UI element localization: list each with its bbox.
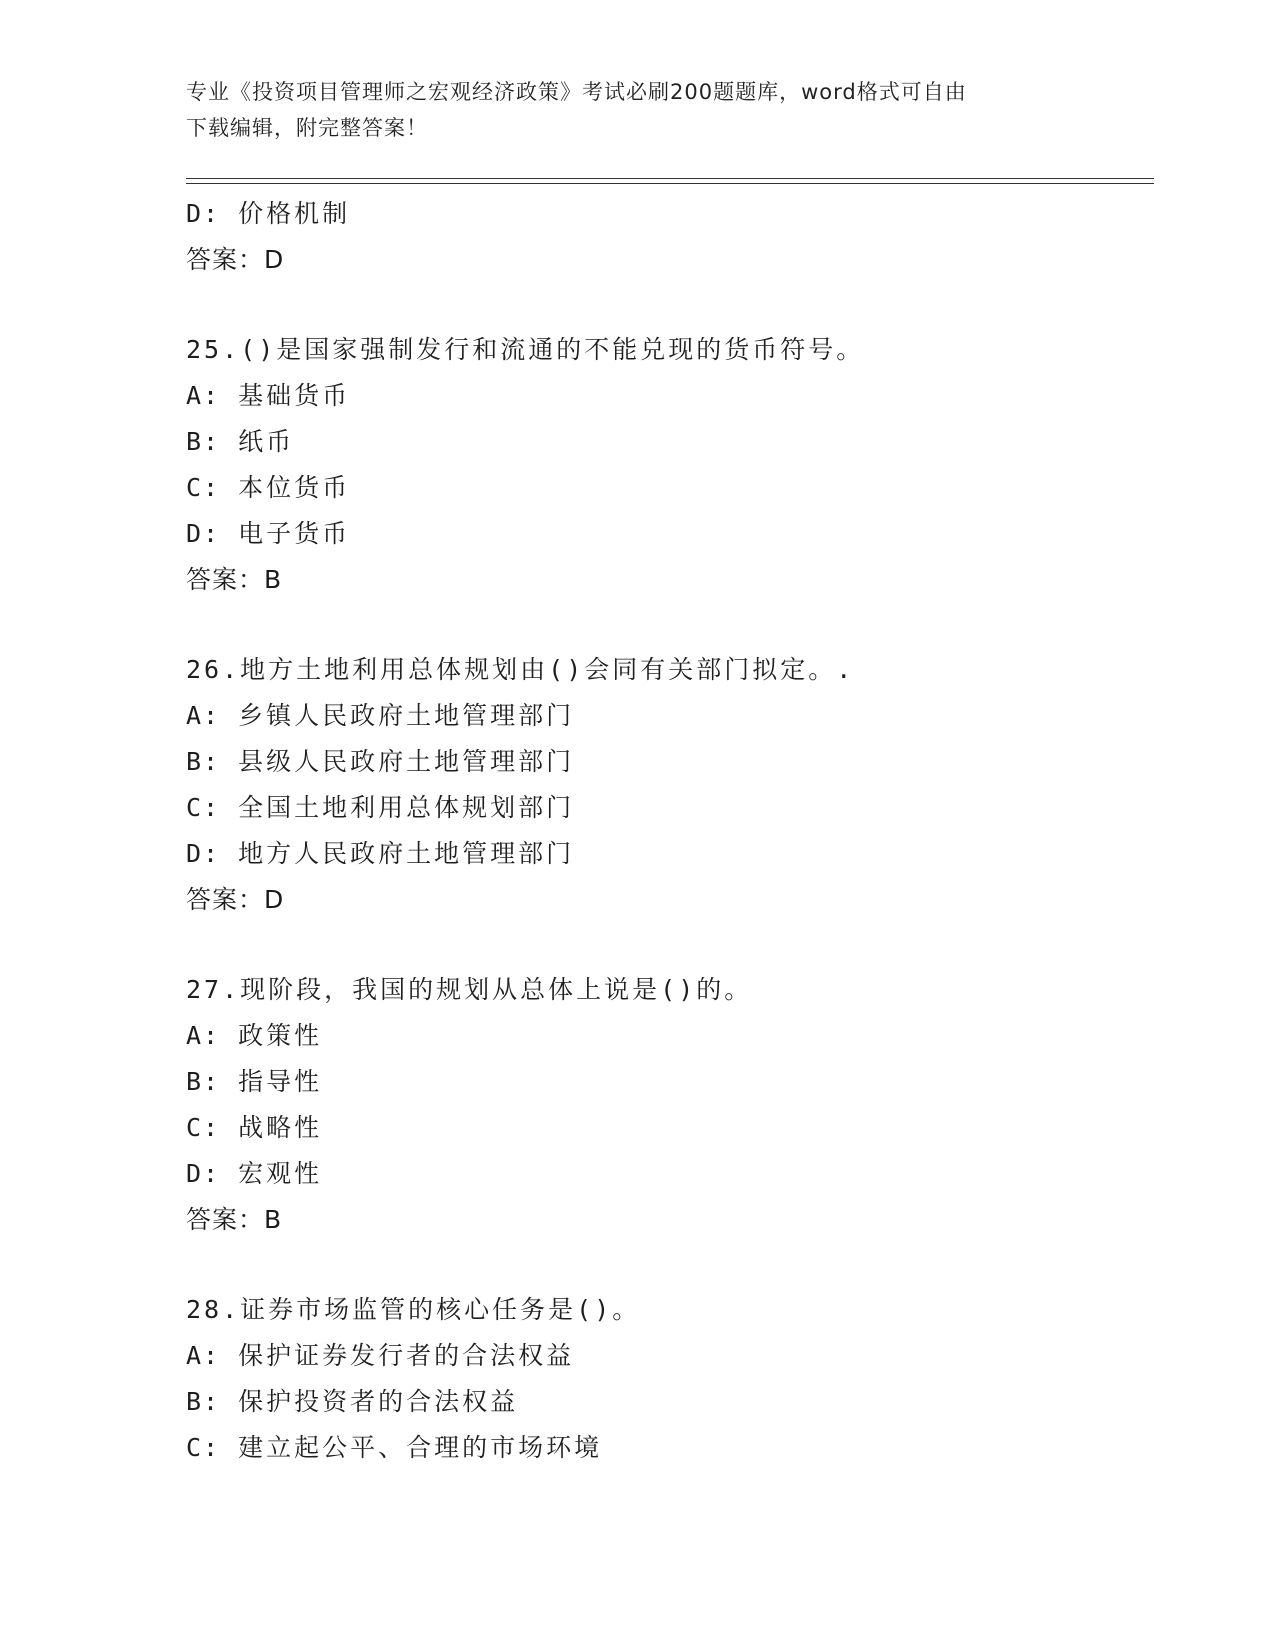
answer-option [186,1379,1146,1425]
option-prefix: A: [186,1021,221,1050]
answer-option [186,419,1146,465]
header-divider-bottom [186,183,1154,184]
option-prefix: B: [186,1387,221,1416]
answer-option [186,373,1146,419]
header-divider-top [186,178,1154,179]
option-spacer [220,839,238,868]
header-line-2: 下载编辑，附完整答案！ [186,116,428,140]
option-spacer [220,701,238,730]
option-spacer [220,747,238,776]
answer-option [186,831,1146,877]
answer-option [186,191,1146,237]
answer-line: 答案：B [186,565,283,594]
document-header [186,74,1076,146]
option-spacer [220,381,238,410]
option-text: 基础货币 [238,381,351,410]
option-prefix: C: [186,1433,221,1462]
option-spacer [220,473,238,502]
option-prefix: C: [186,793,221,822]
option-text: 价格机制 [238,199,351,228]
question-stem: 27.现阶段，我国的规划从总体上说是()的。 [186,975,753,1004]
answer-option [186,739,1146,785]
question-stem: 28.证券市场监管的核心任务是()。 [186,1295,641,1324]
answer-option [186,1105,1146,1151]
option-spacer [220,1433,238,1462]
option-text: 指导性 [238,1067,323,1096]
answer-option [186,1151,1146,1197]
header-line-1: 专业《投资项目管理师之宏观经济政策》考试必刷200题题库，word格式可自由 [186,80,967,104]
option-prefix: B: [186,1067,221,1096]
answer-option [186,1333,1146,1379]
option-prefix: D: [186,839,221,868]
question-list [186,191,1146,1471]
option-prefix: C: [186,473,221,502]
question-gap [186,923,1146,967]
question-gap [186,1243,1146,1287]
option-text: 县级人民政府土地管理部门 [238,747,575,776]
answer-line: 答案：D [186,245,285,274]
option-spacer [220,1021,238,1050]
option-spacer [220,1113,238,1142]
question-gap [186,603,1146,647]
answer-line: 答案：B [186,1205,283,1234]
option-text: 电子货币 [238,519,351,548]
option-spacer [220,519,238,548]
option-text: 宏观性 [238,1159,323,1188]
question-stem: 26.地方土地利用总体规划由()会同有关部门拟定。. [186,655,855,684]
option-prefix: D: [186,199,221,228]
answer-option [186,465,1146,511]
option-text: 政策性 [238,1021,323,1050]
answer-option [186,785,1146,831]
option-prefix: B: [186,427,221,456]
option-prefix: A: [186,701,221,730]
option-text: 保护投资者的合法权益 [238,1387,519,1416]
answer-option [186,1059,1146,1105]
answer-option [186,693,1146,739]
answer-option [186,511,1146,557]
option-prefix: A: [186,1341,221,1370]
option-spacer [220,199,238,228]
option-prefix: D: [186,519,221,548]
option-prefix: A: [186,381,221,410]
option-prefix: C: [186,1113,221,1142]
option-text: 纸币 [238,427,295,456]
option-text: 乡镇人民政府土地管理部门 [238,701,575,730]
answer-option [186,1425,1146,1471]
option-prefix: D: [186,1159,221,1188]
option-text: 地方人民政府土地管理部门 [238,839,575,868]
option-text: 保护证券发行者的合法权益 [238,1341,575,1370]
option-spacer [220,427,238,456]
option-text: 本位货币 [238,473,351,502]
option-spacer [220,1387,238,1416]
option-prefix: B: [186,747,221,776]
option-spacer [220,793,238,822]
option-text: 建立起公平、合理的市场环境 [238,1433,603,1462]
option-text: 战略性 [238,1113,323,1142]
option-spacer [220,1067,238,1096]
question-gap [186,283,1146,327]
option-spacer [220,1159,238,1188]
option-spacer [220,1341,238,1370]
option-text: 全国土地利用总体规划部门 [238,793,575,822]
answer-option [186,1013,1146,1059]
answer-line: 答案：D [186,885,285,914]
question-stem: 25.()是国家强制发行和流通的不能兑现的货币符号。 [186,335,865,364]
